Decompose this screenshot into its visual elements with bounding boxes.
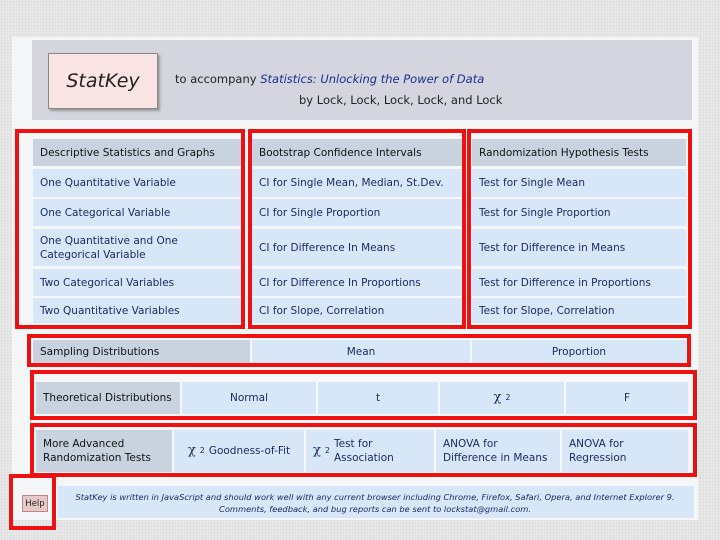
tagline (175, 72, 484, 86)
ci-diff-means-link[interactable]: CI for Difference In Means (252, 229, 465, 266)
footer-text (60, 491, 690, 515)
descriptive-quant-cat-link[interactable]: One Quantitative and One Categorical Variable (33, 229, 243, 266)
test-diff-means-link[interactable]: Test for Difference in Means (472, 229, 686, 266)
assoc-chi-symbol: χ (313, 443, 321, 458)
ci-diff-proportions-link[interactable]: CI for Difference In Proportions (252, 269, 465, 296)
descriptive-two-cat-link[interactable]: Two Categorical Variables (33, 269, 243, 296)
test-slope-correlation-link[interactable]: Test for Slope, Correlation (472, 298, 686, 323)
anova-diff-means-link[interactable]: ANOVA for Difference in Means (436, 430, 560, 472)
assoc-label: Test for Association (333, 438, 394, 464)
ci-single-mean-link[interactable]: CI for Single Mean, Median, St.Dev. (252, 169, 465, 197)
gof-chi-sup: 2 (199, 446, 205, 455)
help-button[interactable]: Help (22, 495, 48, 512)
highlight-theoretical (30, 370, 697, 420)
sampling-proportion-link[interactable]: Proportion (472, 340, 686, 363)
sampling-mean-link[interactable]: Mean (252, 340, 470, 363)
anova-regression-link[interactable]: ANOVA for Regression (562, 430, 688, 472)
descriptive-header: Descriptive Statistics and Graphs (33, 139, 243, 166)
f-dist-link[interactable]: F (566, 382, 688, 414)
descriptive-two-quant-link[interactable]: Two Quantitative Variables (33, 298, 243, 323)
descriptive-one-cat-link[interactable]: One Categorical Variable (33, 199, 243, 226)
gof-chi-symbol: χ (187, 443, 196, 458)
test-single-mean-link[interactable]: Test for Single Mean (472, 169, 686, 197)
highlight-sampling (27, 334, 691, 367)
tagline-prefix: to accompany (175, 72, 261, 86)
randomization-header: Randomization Hypothesis Tests (472, 139, 686, 166)
test-single-proportion-link[interactable]: Test for Single Proportion (472, 199, 686, 226)
ci-single-proportion-link[interactable]: CI for Single Proportion (252, 199, 465, 226)
ci-slope-correlation-link[interactable]: CI for Slope, Correlation (252, 298, 465, 323)
chi-square-sup: 2 (505, 393, 511, 402)
footer-line-1: StatKey is written in JavaScript and should work well with any current browser including Chrome, Firefox, Safari, Opera, and Internet Explorer 9. (75, 492, 675, 502)
authors-line: by Lock, Lock, Lock, Lock, and Lock (299, 93, 503, 107)
normal-link[interactable]: Normal (182, 382, 316, 414)
gof-label: Goodness-of-Fit (208, 445, 291, 457)
sampling-header: Sampling Distributions (33, 340, 250, 363)
highlight-randomization (467, 129, 692, 329)
t-dist-link[interactable]: t (318, 382, 438, 414)
test-diff-proportions-link[interactable]: Test for Difference in Proportions (472, 269, 686, 296)
chi-square-symbol: χ (493, 390, 502, 405)
book-title: Statistics: Unlocking the Power of Data (260, 72, 485, 86)
statkey-logo: StatKey (48, 53, 158, 109)
descriptive-one-quant-link[interactable]: One Quantitative Variable (33, 169, 243, 197)
bootstrap-header: Bootstrap Confidence Intervals (252, 139, 465, 166)
highlight-descriptive (15, 129, 245, 329)
theoretical-header: Theoretical Distributions (36, 382, 180, 414)
highlight-advanced (30, 423, 697, 477)
advanced-header: More Advanced Randomization Tests (36, 430, 172, 472)
assoc-chi-sup: 2 (324, 446, 330, 455)
footer-line-2: Comments, feedback, and bug reports can be sent to lockstat@gmail.com. (219, 504, 531, 514)
highlight-bootstrap (248, 129, 466, 329)
